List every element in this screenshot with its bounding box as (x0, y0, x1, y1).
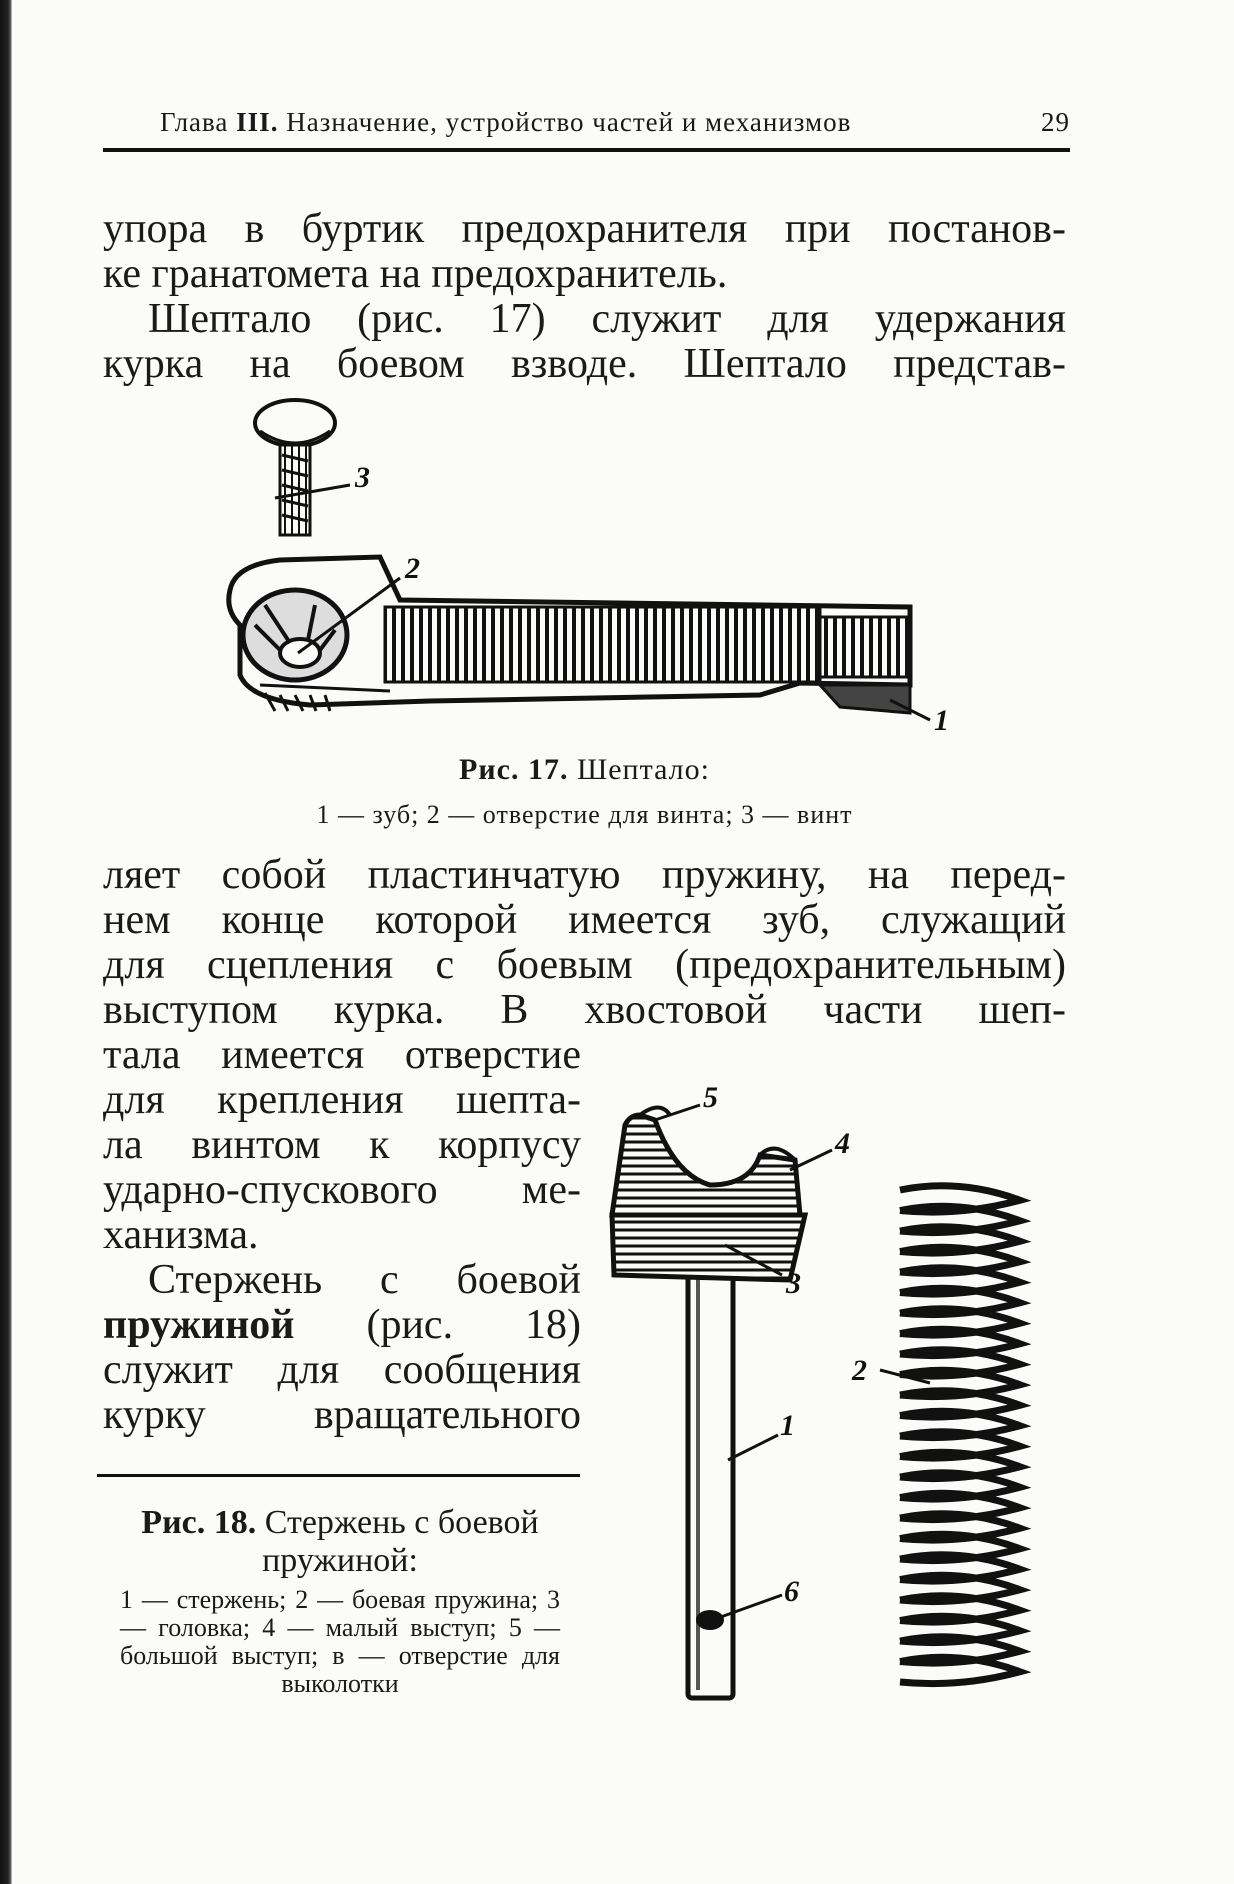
page-number: 29 (1041, 107, 1070, 137)
chapter-word: Глава (160, 107, 229, 137)
text-line: выступом курка. В хвостовой части шеп- (103, 987, 1066, 1033)
fig18-label-5: 5 (703, 1081, 718, 1114)
figure-18-caption-title: Стержень с боевой пружиной: (262, 1504, 539, 1579)
text-line: упора в буртик предохранителя при постанов- (103, 206, 1066, 252)
text-line: ке гранатомета на предохранитель. (103, 251, 728, 297)
rod-drawing (612, 1108, 805, 1699)
text-line: ханизма. (103, 1212, 259, 1258)
figure-reference: (рис. 18) (366, 1302, 582, 1348)
header-rule (103, 148, 1070, 152)
figure-17-caption (103, 753, 1066, 787)
text-line: нем конце которой имеется зуб, служащий (103, 897, 1066, 943)
fig17-label-3: 3 (355, 461, 370, 494)
bold-term: пружиной (103, 1302, 295, 1348)
spring-drawing (900, 1186, 1020, 1684)
figure-18-rod-and-spring (600, 1075, 1060, 1735)
text-line: курку вращательного (103, 1392, 581, 1438)
sear-plate-drawing (229, 557, 910, 713)
fig18-label-2: 2 (852, 1354, 867, 1387)
text-line (103, 1302, 581, 1348)
text-line: Шептало (рис. 17) служит для удержания (148, 296, 1066, 342)
figure-17-sear (220, 395, 960, 745)
text-line: для крепления шепта- (103, 1077, 581, 1123)
text-line: ударно-спускового ме- (103, 1167, 581, 1213)
figure-18-caption (120, 1504, 560, 1580)
running-header (160, 107, 1070, 138)
fig18-label-1: 1 (780, 1409, 795, 1442)
text-line: для сцепления с боевым (предохранительным) (103, 942, 1066, 988)
screw-drawing (255, 400, 335, 535)
figure-18-legend: 1 — стержень; 2 — боевая пружина; 3 — головка; 4 — малый выступ; 5 — большой выступ; в — отверстие для выколотки (120, 1585, 560, 1698)
chapter-title: Назначение, устройство частей и механизмов (286, 107, 852, 137)
fig17-label-1: 1 (934, 704, 949, 737)
text-line: курка на боевом взводе. Шептало представ- (103, 341, 1066, 387)
text-line: ляет собой пластинчатую пружину, на перед- (103, 852, 1066, 898)
figure-17-legend: 1 — зуб; 2 — отверстие для винта; 3 — винт (316, 800, 853, 829)
fig18-label-4: 4 (835, 1127, 850, 1160)
fig18-label-6: 6 (784, 1575, 799, 1608)
text-line: тала имеется отверстие (103, 1032, 581, 1078)
text-line: Стержень с боевой (148, 1257, 581, 1303)
spring-coil (900, 1657, 1020, 1683)
text-line: ла винтом к корпусу (103, 1122, 581, 1168)
figure-17-caption-label: Рис. 17. (459, 753, 569, 786)
book-binding-edge (0, 0, 12, 1884)
chapter-number: III. (236, 107, 279, 137)
fig18-label-3: 3 (786, 1267, 801, 1300)
fig17-label-2: 2 (405, 552, 420, 585)
figure-18-rule (97, 1474, 580, 1477)
figure-18-caption-label: Рис. 18. (141, 1504, 257, 1541)
text-line: служит для сообщения (103, 1347, 581, 1393)
figure-17-caption-title: Шептало: (576, 753, 710, 786)
